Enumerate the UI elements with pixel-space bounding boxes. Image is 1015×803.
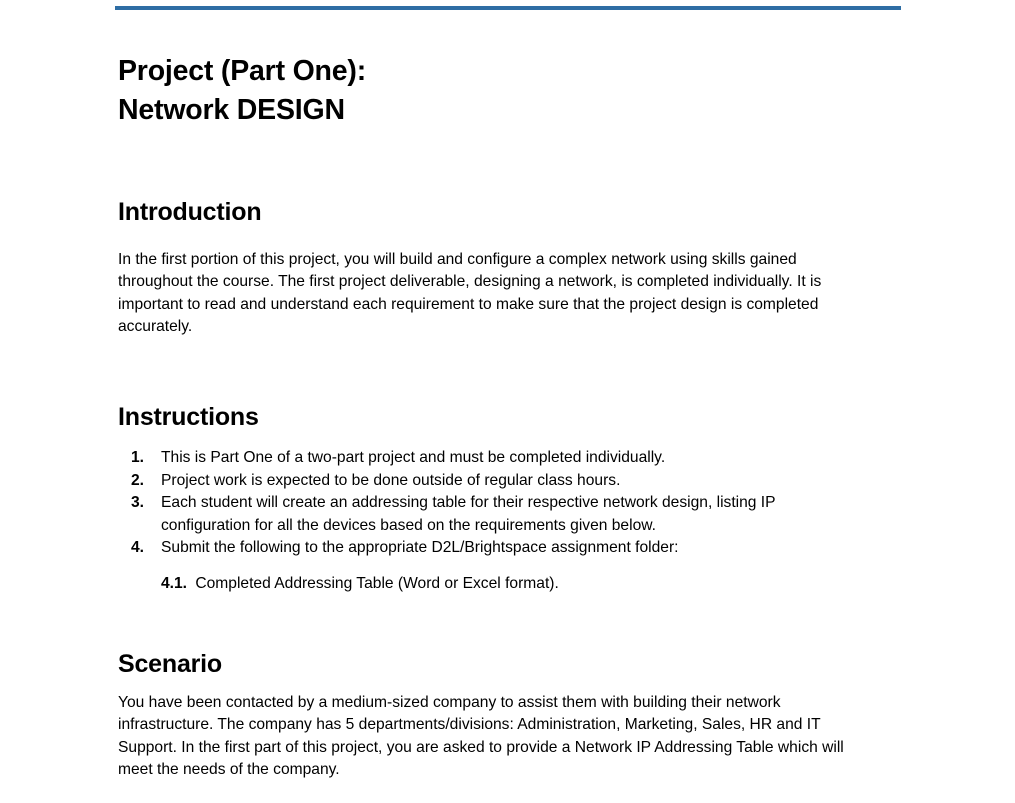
document-title (118, 52, 366, 130)
paragraph-line: important to read and understand each requirement to make sure that the project design is completed (118, 295, 819, 313)
header-rule (115, 6, 901, 10)
sub-list-item (161, 573, 559, 595)
paragraph-line: You have been contacted by a medium-sized company to assist them with building their network (118, 694, 781, 711)
list-item-text: Project work is expected to be done outside of regular class hours. (161, 471, 621, 489)
list-item-text: configuration for all the devices based on the requirements given below. (161, 516, 656, 534)
list-item (118, 492, 776, 537)
introduction-heading: Introduction (118, 198, 262, 226)
instructions-list (118, 447, 776, 560)
paragraph-line: Support. In the first part of this project, you are asked to provide a Network IP Addressing Table which will (118, 738, 844, 756)
sub-item-text: Completed Addressing Table (Word or Excel format). (195, 575, 559, 592)
list-item-text: This is Part One of a two-part project and must be completed individually. (161, 449, 666, 466)
list-item-text: Submit the following to the appropriate D2L/Brightspace assignment folder: (161, 539, 679, 557)
list-item (118, 447, 776, 470)
list-item-number: 3. (131, 494, 145, 512)
title-line-2: Network DESIGN (118, 94, 345, 126)
paragraph-line: infrastructure. The company has 5 departments/divisions: Administration, Marketing, Sales, HR and IT (118, 716, 821, 734)
list-item (118, 470, 776, 493)
paragraph-line: meet the needs of the company. (118, 761, 340, 779)
list-item-number: 2. (131, 471, 145, 489)
list-item-text: Each student will create an addressing table for their respective network design, listing IP (161, 494, 776, 512)
introduction-paragraph (118, 249, 908, 339)
scenario-heading: Scenario (118, 650, 223, 678)
list-item-number: 1. (131, 449, 145, 466)
instructions-heading: Instructions (118, 403, 259, 431)
sub-item-number: 4.1. (161, 575, 188, 592)
list-item (118, 537, 776, 560)
title-line-1: Project (Part One): (118, 55, 366, 87)
paragraph-line: In the first portion of this project, you will build and configure a complex network using skills gained (118, 251, 797, 268)
list-item-number: 4. (131, 539, 145, 557)
scenario-paragraph (118, 692, 908, 782)
paragraph-line: accurately. (118, 318, 193, 336)
paragraph-line: throughout the course. The first project deliverable, designing a network, is completed individually. It is (118, 273, 822, 291)
